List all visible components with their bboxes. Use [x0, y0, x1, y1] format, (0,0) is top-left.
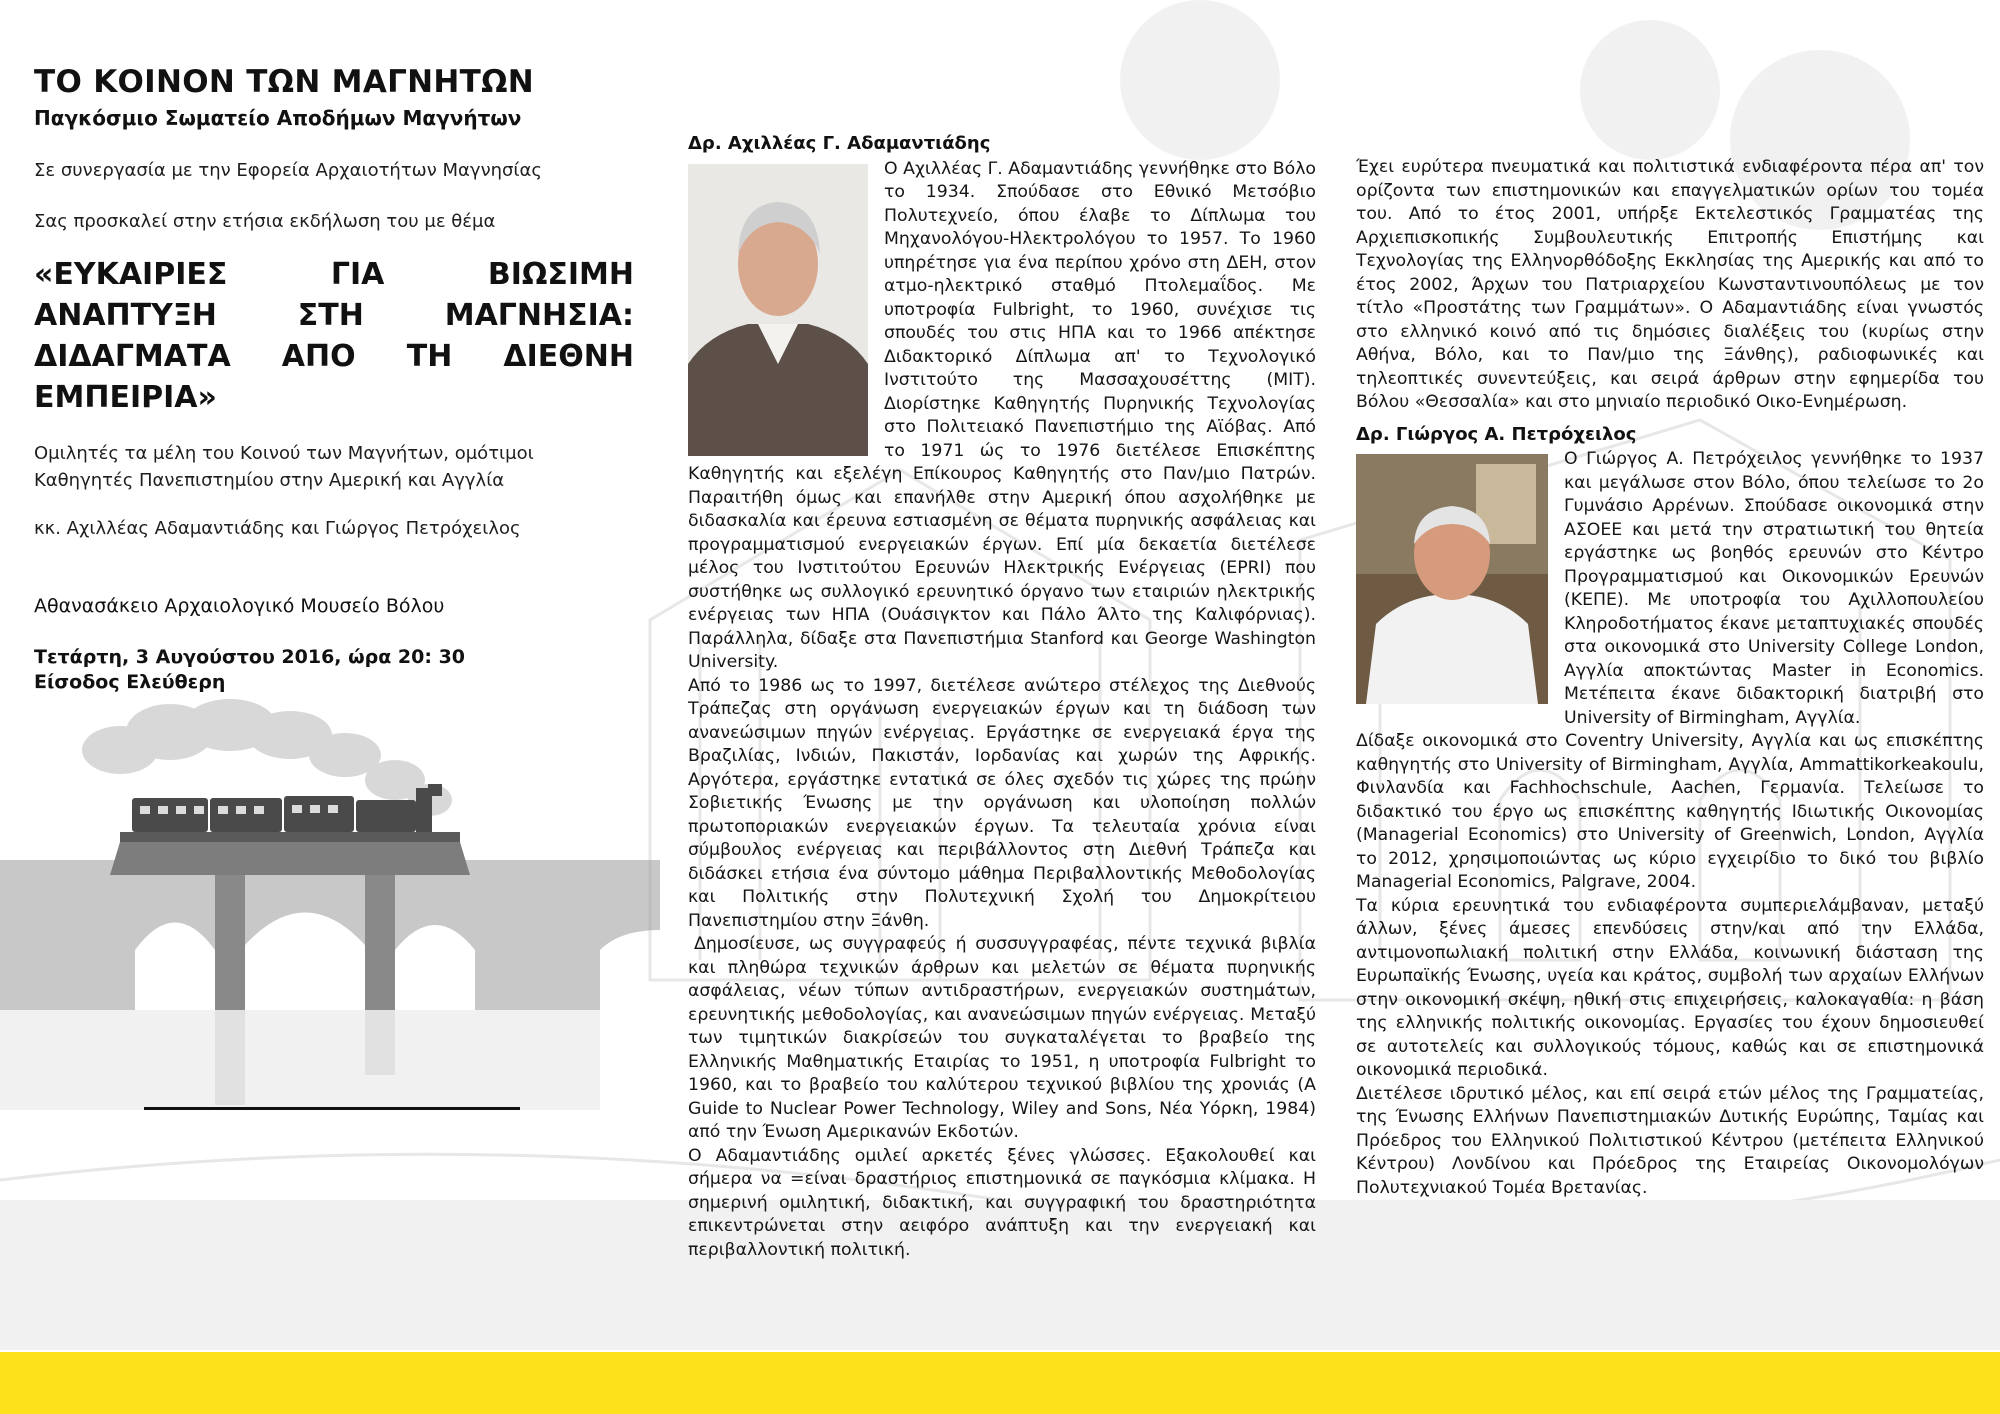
organization-title: ΤΟ ΚΟΙΝΟΝ ΤΩΝ ΜΑΓΝΗΤΩΝ	[34, 64, 534, 100]
bio-paragraph: Διετέλεσε ιδρυτικό μέλος, και επί σειρά ετών μέλος της Γραμματείας, της Ένωσης Ελλήνων Πανεπιστημιακών Δυτικής Ευρώπης, Ταμίας και Πρόεδρος του Ελληνικού Πολιτιστικού Κέντρου (μετέπειτα Ελληνικού Κέντρου) Λονδίνου και Πρόεδρος της Εταιρείας Οικονομολόγων Πολυτεχνιακού Τομέα Βρετανίας.	[1356, 1083, 1984, 1198]
speakers-names: κκ. Αχιλλέας Αδαμαντιάδης και Γιώργος Πετρόχειλος	[34, 518, 521, 539]
bio-paragraph: Ο Αχιλλέας Γ. Αδαμαντιάδης γεννήθηκε στο Βόλο το 1934. Σπούδασε στο Εθνικό Μετσόβιο Πολυτεχνείο, όπου έλαβε το Δίπλωμα του Μηχανολόγου-Ηλεκτρολόγου το 1957. Το 1960 υπηρέτησε για ένα περίπου χρόνο στη ΔΕΗ, στον ατμο-ηλεκτρικό σταθμό Πτολεμαΐδος. Με υποτροφία Fulbright, το 1960, συνέχισε τις σπουδές του στις ΗΠΑ και το 1966 απέκτησε Διδακτορικό Δίπλωμα απ' το Τεχνολογικό Ινστιτούτο της Μασσαχουσέττης (MIT). Διορίστηκε Καθηγητής Πυρηνικής Τεχνολογίας στο Πολιτειακό Πανεπιστήμιο της Αϊόβας. Από το 1971 ώς το 1976 διετέλεσε Επισκέπτης Καθηγητής και εξελέγη Επίκουρος Καθηγητής στο Παν/μιο Πατρών. Παραιτήθη όμως και επανήλθε στην Αμερική όπου ασχολήθηκε με διδασκαλία και έρευνα εστιασμένη σε θέματα πυρηνικής ασφάλειας και προγραμματισμού ενεργειακών έργων. Επί μία δεκαετία διετέλεσε μέλος του Ινστιτούτου Ερευνών Ηλεκτρικής Ενέργειας (EPRI) που συστήθηκε ως συλλογικό ερευνητικό όργανο των εταιριών ηλεκτρικής ενέργειας των ΗΠΑ (Ουάσιγκτον και Πάλο Άλτο της Καλιφόρνιας). Παράλληλα, δίδαξε στα Πανεπιστήμια Stanford και George Washington University.	[688, 158, 1316, 672]
bio-paragraph: Από το 1986 ως το 1997, διετέλεσε ανώτερο στέλεχος της Διεθνούς Τράπεζας στη οργάνωση ενεργειακών έργων και τη διάδοση των ανανεώσιμων πηγών ενέργειας. Εργάστηκε σε ενεργειακά έργα της Βραζιλίας, Ινδιών, Πακιστάν, Ιορδανίας και χωρών της Αφρικής. Αργότερα, εργάστηκε εντατικά σε όλες σχεδόν τις χώρες της πρώην Σοβιετικής Ένωσης με την οργάνωση και υλοποίηση πολλών πρωτοποριακών ενεργειακών έργων. Τα τελευταία χρόνια είναι σύμβουλος ενέργειας και περιβάλλοντος στη Διεθνή Τράπεζα και διδάσκει ετήσια ένα σύντομο μάθημα Περιβαλλοντικής Μεθοδολογίας και Πολιτικής στην Πολυτεχνική Σχολή του Δημοκρίτειου Πανεπιστημίου στην Ξάνθη.	[688, 675, 1316, 931]
divider-line	[144, 1107, 520, 1110]
entry-info: Είσοδος Ελεύθερη	[34, 671, 226, 693]
cooperation-text: Σε συνεργασία με την Εφορεία Αρχαιοτήτων Μαγνησίας	[34, 160, 542, 181]
organization-subtitle: Παγκόσμιο Σωματείο Αποδήμων Μαγνήτων	[34, 106, 522, 130]
speakers-intro: Ομιλητές τα μέλη του Κοινού των Μαγνήτων, ομότιμοι Καθηγητές Πανεπιστημίου στην Αμερική και Αγγλία	[34, 443, 534, 491]
bio-paragraph: Τα κύρια ερευνητικά του ενδιαφέροντα συμπεριελάμβαναν, μεταξύ άλλων, ξένες άμεσες επενδύσεις στην/και από την Ελλάδα, αντιμονοπωλιακή πολιτική στην Ελλάδα, κοινωνική διάσταση της Ευρωπαϊκής Ένωσης, υγεία και κράτος, συμβολή των αρχαίων Ελλήνων στην οικονομική σκέψη, ηθική στις επιχειρήσεις, καλοκαγαθία: η βάση της ελληνικής πολιτικής οικονομίας. Εργασίες του έχουν δημοσιευθεί σε αυτοτελείς και συλλογικούς τόμους, καθώς και σε επιστημονικά οικονομικά περιοδικά.	[1356, 895, 1984, 1080]
bio-paragraph: Ο Γιώργος Α. Πετρόχειλος γεννήθηκε το 1937 και μεγάλωσε στον Βόλο, όπου τελείωσε το 2ο Γυμνάσιο Αρρένων. Σπούδασε οικονομικά στην ΑΣΟΕΕ και μετά την στρατιωτική του θητεία εργάστηκε ως βοηθός ερευνών στο Κέντρο Προγραμματισμού και Οικονομικών Ερευνών (ΚΕΠΕ). Με υποτροφία του Αχιλλοπουλείου Κληροδοτήματος έκανε μεταπτυχιακές σπουδές στα οικονομικά στο University College London, Αγγλία αποκτώντας Master in Economics. Μετέπειτα έκανε διδακτορική διατριβή στο University of Birmingham, Αγγλία.	[1564, 449, 1984, 728]
bio-continued: Έχει ευρύτερα πνευματικά και πολιτιστικά ενδιαφέροντα πέρα απ' τον ορίζοντα των επιστημονικών και επαγγελματικών ορίων του τομέα του. Από το έτος 2001, υπήρξε Εκτελεστικός Γραμματέας της Αρχιεπισκοπικής Συμβουλευτικής Επιτροπής Επιστήμης και Τεχνολογίας της Ελληνορθόδοξης Εκκλησίας της Αμερικής και από το έτος 2002, Άρχων του Πατριαρχείου Κωνσταντινουπόλεως με τον τίτλο «Προστάτης των Γραμμάτων». Ο Αδαμαντιάδης είναι γνωστός στο ελληνικό κοινό από τις δημόσιες διαλέξεις του (κυρίως στην Αθήνα, Βόλο, και το Παν/μιο της Ξάνθης), ραδιοφωνικές και τηλεοπτικές συνεντεύξεις, και σειρά άρθρων στην εφημερίδα του Βόλου «Θεσσαλία» και στο μηνιαίο περιοδικό Οικο-Ενημέρωση.	[1356, 157, 1984, 412]
train-viaduct-illustration	[0, 680, 660, 1110]
bio-name: Δρ. Γιώργος Α. Πετρόχειλος	[1356, 423, 1637, 445]
bio-paragraph: Δημοσίευσε, ως συγγραφεύς ή συσσυγγραφέας, πέντε τεχνικά βιβλία και πληθώρα τεχνικών άρθρων και μελετών σε θέματα πυρηνικής ασφάλειας, νέων τύπων αντιδραστήρων, ενεργειακών συστημάτων, ερευνητικής μεθοδολογίας, και ανανεώσιμων πηγών ενέργειας. Μεταξύ των τιμητικών διακρίσεών του συγκαταλέγεται το βραβείο της Ελληνικής Μαθηματικής Εταιρίας το 1951, η υποτροφία Fulbright το 1960, και το βραβείο του καλύτερου τεχνικού βιβλίου της χρονιάς (A Guide to Nuclear Power Technology, Wiley and Sons, Νέα Υόρκη, 1984) από την Ένωση Αμερικανών Εκδοτών.	[688, 934, 1316, 1142]
event-info	[34, 64, 634, 695]
portrait-photo-adamantiades	[688, 164, 868, 456]
right-column	[1356, 156, 1984, 1200]
bio-name: Δρ. Αχιλλέας Γ. Αδαμαντιάδης	[688, 133, 991, 154]
bio-adamantiades	[688, 132, 1316, 1262]
venue: Αθανασάκειο Αρχαιολογικό Μουσείο Βόλου	[34, 595, 445, 617]
event-date: Τετάρτη, 3 Αυγούστου 2016, ώρα 20: 30	[34, 646, 466, 668]
invitation-text: Σας προσκαλεί στην ετήσια εκδήλωση του με θέμα	[34, 211, 496, 232]
bio-paragraph: Ο Αδαμαντιάδης ομιλεί αρκετές ξένες γλώσσες. Εξακολουθεί και σήμερα να =είναι δραστήριος επιστημονικά σε παγκόσμια κλίμακα. Η σημερινή ομιλητική, διδακτική, και συγγραφική του δραστηριότητα επικεντρώνεται στην αειφόρο ανάπτυξη και την ενεργειακή και περιβαλλοντική πολιτική.	[688, 1145, 1316, 1260]
bio-paragraph: Δίδαξε οικονομικά στο Coventry University, Αγγλία και ως επισκέπτης καθηγητής στο University of Birmingham, Αγγλία, Ammattikorkeakoulu, Φινλανδία και Fachhochschule, Aachen, Γερμανία. Τελείωσε το διδακτικό του έργο ως επισκέπτης καθηγητής Ιδιωτικής Οικονομίας (Managerial Economics) στο University of Greenwich, London, Αγγλία το 2012, χρησιμοποιώντας ως κύριο εγχειρίδιο το δικό του βιβλίο Managerial Economics, Palgrave, 2004.	[1356, 731, 1984, 892]
footer-bar	[0, 1352, 2000, 1414]
portrait-photo-petrocheilos	[1356, 454, 1548, 704]
event-title: «ΕΥΚΑΙΡΙΕΣ ΓΙΑ ΒΙΩΣΙΜΗ ΑΝΑΠΤΥΞΗ ΣΤΗ ΜΑΓΝΗΣΙΑ: ΔΙΔΑΓΜΑΤΑ ΑΠΟ ΤΗ ΔΙΕΘΝΗ ΕΜΠΕΙΡΙΑ»	[34, 257, 634, 415]
